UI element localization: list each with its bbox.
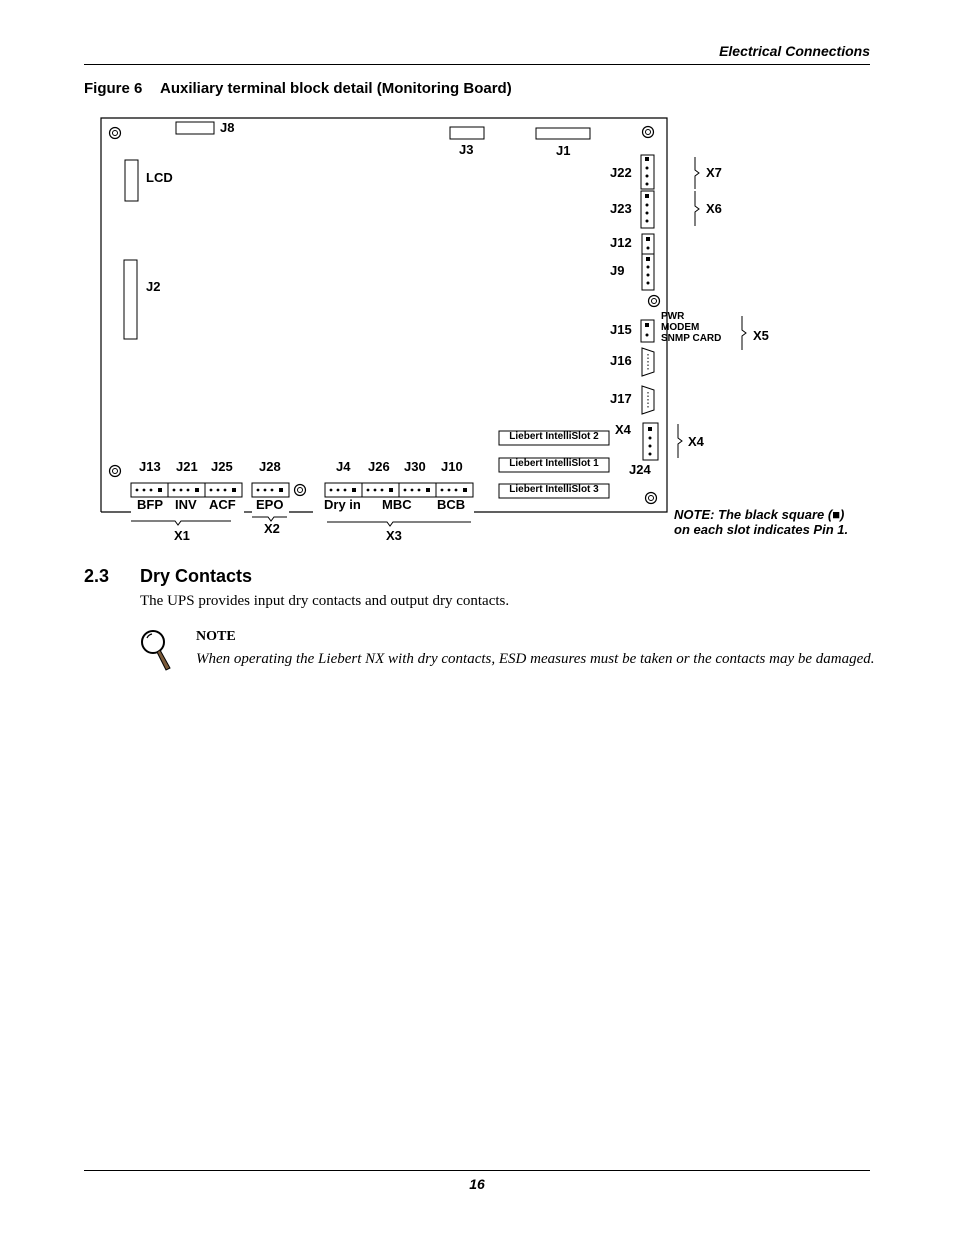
mounting-hole-icon — [295, 485, 306, 496]
connector-j3 — [450, 127, 484, 139]
label-pwr: PWR — [661, 311, 685, 322]
label-x2: X2 — [264, 521, 280, 536]
bracket-x7 — [695, 157, 699, 189]
label-j12: J12 — [610, 235, 632, 250]
bracket-x5 — [742, 316, 746, 350]
label-x6: X6 — [706, 201, 722, 216]
label-intellislot-2: Liebert IntelliSlot 2 — [509, 431, 599, 442]
pin-note-line2: on each slot indicates Pin 1. — [674, 522, 849, 537]
board-outline — [101, 118, 667, 512]
label-x5: X5 — [753, 328, 769, 343]
terminal-x3 — [325, 483, 473, 497]
label-j25: J25 — [211, 459, 233, 474]
label-x7: X7 — [706, 165, 722, 180]
mounting-hole-icon — [110, 466, 121, 477]
label-j21: J21 — [176, 459, 198, 474]
label-j17: J17 — [610, 391, 632, 406]
label-j26: J26 — [368, 459, 390, 474]
label-mbc: MBC — [382, 497, 412, 512]
label-j10: J10 — [441, 459, 463, 474]
terminal-x1 — [131, 483, 242, 497]
label-j15: J15 — [610, 322, 632, 337]
label-bfp: BFP — [137, 497, 163, 512]
label-modem: MODEM — [661, 322, 700, 333]
label-bcb: BCB — [437, 497, 466, 512]
label-j2: J2 — [146, 279, 161, 294]
connector-j1 — [536, 128, 590, 139]
connector-j2 — [124, 260, 137, 339]
label-x1: X1 — [174, 528, 190, 543]
monitoring-board-diagram — [0, 0, 954, 560]
section-heading — [84, 566, 252, 587]
terminal-x2 — [252, 483, 289, 497]
label-x4-inner: X4 — [615, 422, 631, 437]
label-dry-in: Dry in — [324, 497, 361, 512]
label-j23: J23 — [610, 201, 632, 216]
bracket-x4 — [678, 424, 682, 458]
label-acf: ACF — [209, 497, 236, 512]
connector-j8 — [176, 122, 214, 134]
label-lcd: LCD — [146, 170, 173, 185]
bracket-x6 — [695, 191, 699, 226]
bracket-x3 — [327, 522, 471, 526]
mounting-hole-icon — [643, 127, 654, 138]
label-j30: J30 — [404, 459, 426, 474]
label-j24: J24 — [629, 462, 651, 477]
connector-lcd — [125, 160, 138, 201]
label-j1: J1 — [556, 143, 571, 158]
bracket-x1 — [131, 521, 231, 525]
label-j22: J22 — [610, 165, 632, 180]
label-epo: EPO — [256, 497, 284, 512]
section-title: Dry Contacts — [140, 566, 253, 586]
figure-number: Figure 6 — [84, 80, 143, 97]
section-number: 2.3 — [84, 566, 110, 586]
label-x4: X4 — [688, 434, 704, 449]
label-j28: J28 — [259, 459, 281, 474]
footer-rule — [84, 1170, 870, 1171]
label-x3: X3 — [386, 528, 402, 543]
label-j8: J8 — [220, 120, 235, 135]
page-number: 16 — [469, 1176, 485, 1192]
magnifier-icon — [138, 628, 174, 672]
note-text: When operating the Liebert NX with dry contacts, ESD measures must be taken or the contacts may be damaged. — [196, 651, 875, 667]
label-inv: INV — [175, 497, 197, 512]
label-intellislot-1: Liebert IntelliSlot 1 — [509, 458, 599, 469]
label-intellislot-3: Liebert IntelliSlot 3 — [509, 484, 599, 495]
note-title: NOTE — [196, 629, 236, 644]
label-j4: J4 — [336, 459, 351, 474]
running-header: Electrical Connections — [719, 43, 870, 59]
label-j16: J16 — [610, 353, 632, 368]
mounting-hole-icon — [110, 128, 121, 139]
pin-note-line1: NOTE: The black square (■) — [674, 507, 845, 522]
mounting-hole-icon — [646, 493, 657, 504]
figure-title: Auxiliary terminal block detail (Monitoring Board) — [159, 80, 512, 97]
mounting-hole-icon — [649, 296, 660, 307]
label-j13: J13 — [139, 459, 161, 474]
label-j9: J9 — [610, 263, 625, 278]
label-j3: J3 — [459, 142, 474, 157]
label-snmp-card: SNMP CARD — [661, 333, 722, 344]
section-body: The UPS provides input dry contacts and output dry contacts. — [140, 593, 510, 609]
